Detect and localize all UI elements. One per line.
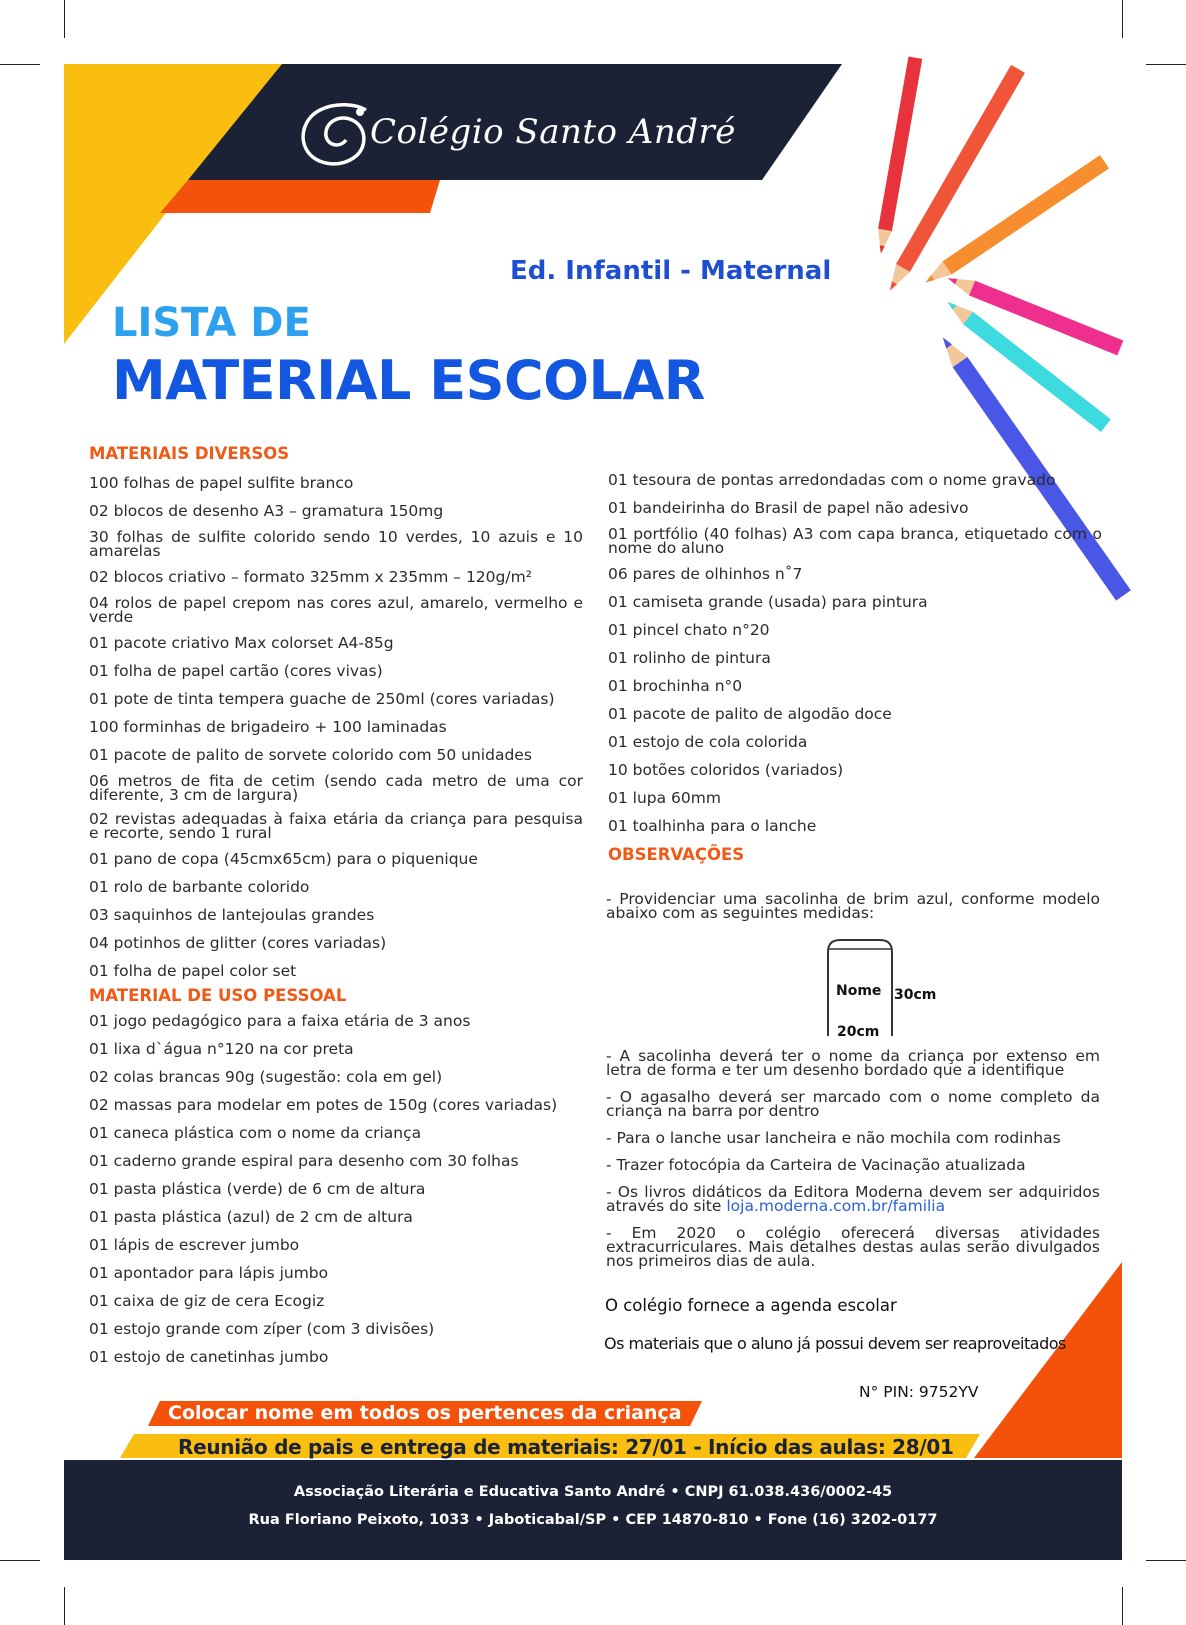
- list-item: 03 saquinhos de lantejoulas grandes: [89, 906, 375, 924]
- list-item: 04 potinhos de glitter (cores variadas): [89, 934, 387, 952]
- note-books-text: - Os livros didáticos da Editora Moderna devem ser adquiridos através do site: [606, 1183, 1100, 1215]
- list-item: 30 folhas de sulfite colorido sendo 10 verdes, 10 azuis e 10 amarelas: [89, 528, 583, 560]
- list-item: 100 forminhas de brigadeiro + 100 laminadas: [89, 718, 447, 736]
- section-title-diversos: MATERIAIS DIVERSOS: [89, 444, 290, 463]
- list-item: 02 revistas adequadas à faixa etária da criança para pesquisa e recorte, sendo 1 rural: [89, 810, 583, 842]
- list-item: 01 pano de copa (45cmx65cm) para o piquenique: [89, 850, 478, 868]
- pessoal-list: [89, 1012, 583, 1366]
- navy-footer-bar: [64, 1460, 1122, 1560]
- bag-height-label: 30cm: [894, 987, 937, 1003]
- reuse-note: Os materiais que o aluno já possui devem ser reaproveitados: [604, 1334, 1066, 1353]
- list-item: 04 rolos de papel crepom nas cores azul, amarelo, vermelho e verde: [89, 594, 583, 626]
- left-column: [89, 444, 583, 1376]
- list-item: 06 pares de olhinhos n˚7: [608, 565, 803, 583]
- school-name: Colégio Santo André: [370, 112, 736, 152]
- list-item: 01 lixa d`água n°120 na cor preta: [89, 1040, 354, 1058]
- orange-corner-triangle: [974, 1262, 1122, 1458]
- names-banner-text: Colocar nome em todos os pertences da criança: [168, 1402, 682, 1424]
- footer-line2: Rua Floriano Peixoto, 1033 • Jaboticabal/SP • CEP 14870-810 • Fone (16) 3202-0177: [248, 1512, 938, 1528]
- section-title-pessoal: MATERIAL DE USO PESSOAL: [89, 986, 347, 1005]
- list-item: 01 jogo pedagógico para a faixa etária de 3 anos: [89, 1012, 471, 1030]
- list-item: 01 rolinho de pintura: [608, 649, 771, 667]
- note-vaccination: - Trazer fotocópia da Carteira de Vacinação atualizada: [606, 1156, 1026, 1174]
- list-item: 01 toalhinha para o lanche: [608, 817, 817, 835]
- list-item: 01 bandeirinha do Brasil de papel não adesivo: [608, 499, 969, 517]
- diversos-list: [89, 474, 583, 980]
- list-item: 10 botões coloridos (variados): [608, 761, 844, 779]
- list-item: 01 caderno grande espiral para desenho com 30 folhas: [89, 1152, 519, 1170]
- store-link[interactable]: loja.moderna.com.br/familia: [726, 1197, 946, 1215]
- list-item: 01 camiseta grande (usada) para pintura: [608, 593, 928, 611]
- list-item: 01 pote de tinta tempera guache de 250ml (cores variadas): [89, 690, 555, 708]
- section-title-observacoes: OBSERVAÇÕES: [608, 845, 745, 864]
- page-title-line1: LISTA DE: [112, 300, 311, 346]
- list-item: 01 lápis de escrever jumbo: [89, 1236, 300, 1254]
- list-item: 01 caneca plástica com o nome da criança: [89, 1124, 422, 1142]
- right-list: [608, 471, 1102, 835]
- note-books: [606, 1185, 1100, 1213]
- list-item: 02 colas brancas 90g (sugestão: cola em gel): [89, 1068, 443, 1086]
- list-item: 01 folha de papel color set: [89, 962, 297, 980]
- note-lunch: - Para o lanche usar lancheira e não mochila com rodinhas: [606, 1129, 1061, 1147]
- list-item: 100 folhas de papel sulfite branco: [89, 474, 354, 492]
- list-item: 01 pincel chato n°20: [608, 621, 770, 639]
- list-item: 01 apontador para lápis jumbo: [89, 1264, 329, 1282]
- list-item: 01 lupa 60mm: [608, 789, 721, 807]
- pin-code: N° PIN: 9752YV: [859, 1383, 979, 1401]
- page-title-line2: MATERIAL ESCOLAR: [112, 349, 705, 412]
- list-item: 01 pacote criativo Max colorset A4-85g: [89, 634, 394, 652]
- list-item: 02 blocos criativo – formato 325mm x 235mm – 120g/m²: [89, 568, 532, 586]
- grade-level: Ed. Infantil - Maternal: [510, 256, 832, 286]
- bag-name-label: Nome: [836, 983, 882, 999]
- note-bag: - A sacolinha deverá ter o nome da criança por extenso em letra de forma e ter um desenho bordado que a identifique: [606, 1047, 1100, 1079]
- list-item: 01 pacote de palito de sorvete colorido com 50 unidades: [89, 746, 532, 764]
- meeting-banner-text: Reunião de pais e entrega de materiais: 27/01 - Início das aulas: 28/01: [178, 1435, 954, 1459]
- list-item: 06 metros de fita de cetim (sendo cada metro de uma cor diferente, 3 cm de largura): [89, 772, 583, 804]
- list-item: 01 pasta plástica (azul) de 2 cm de altura: [89, 1208, 413, 1226]
- list-item: 01 estojo de canetinhas jumbo: [89, 1348, 329, 1366]
- agenda-note: O colégio fornece a agenda escolar: [605, 1296, 897, 1315]
- list-item: 01 estojo grande com zíper (com 3 divisões): [89, 1320, 435, 1338]
- list-item: 01 folha de papel cartão (cores vivas): [89, 662, 383, 680]
- list-item: 02 massas para modelar em potes de 150g (cores variadas): [89, 1096, 558, 1114]
- right-column: [608, 471, 1102, 864]
- list-item: 02 blocos de desenho A3 – gramatura 150mg: [89, 502, 444, 520]
- list-item: 01 estojo de cola colorida: [608, 733, 808, 751]
- list-item: 01 rolo de barbante colorido: [89, 878, 310, 896]
- orange-header-stripe: [160, 180, 440, 213]
- footer-line1: Associação Literária e Educativa Santo André • CNPJ 61.038.436/0002-45: [293, 1484, 893, 1500]
- list-item: 01 tesoura de pontas arredondadas com o nome gravado: [608, 471, 1056, 489]
- list-item: 01 pasta plástica (verde) de 6 cm de altura: [89, 1180, 426, 1198]
- observation-notes: [606, 1049, 1100, 1268]
- bag-instructions: - Providenciar uma sacolinha de brim azul, conforme modelo abaixo com as seguintes medidas:: [606, 890, 1100, 922]
- note-activities: - Em 2020 o colégio oferecerá diversas atividades extracurriculares. Mais detalhes destas aulas serão divulgados nos primeiros dias de aula.: [606, 1224, 1100, 1270]
- list-item: 01 pacote de palito de algodão doce: [608, 705, 892, 723]
- list-item: 01 caixa de giz de cera Ecogiz: [89, 1292, 325, 1310]
- note-jacket: - O agasalho deverá ser marcado com o nome completo da criança na barra por dentro: [606, 1088, 1100, 1120]
- observation-intro: [606, 892, 1100, 920]
- list-item: 01 brochinha n°0: [608, 677, 743, 695]
- bag-width-label: 20cm: [837, 1024, 880, 1040]
- list-item: 01 portfólio (40 folhas) A3 com capa branca, etiquetado com o nome do aluno: [608, 525, 1102, 557]
